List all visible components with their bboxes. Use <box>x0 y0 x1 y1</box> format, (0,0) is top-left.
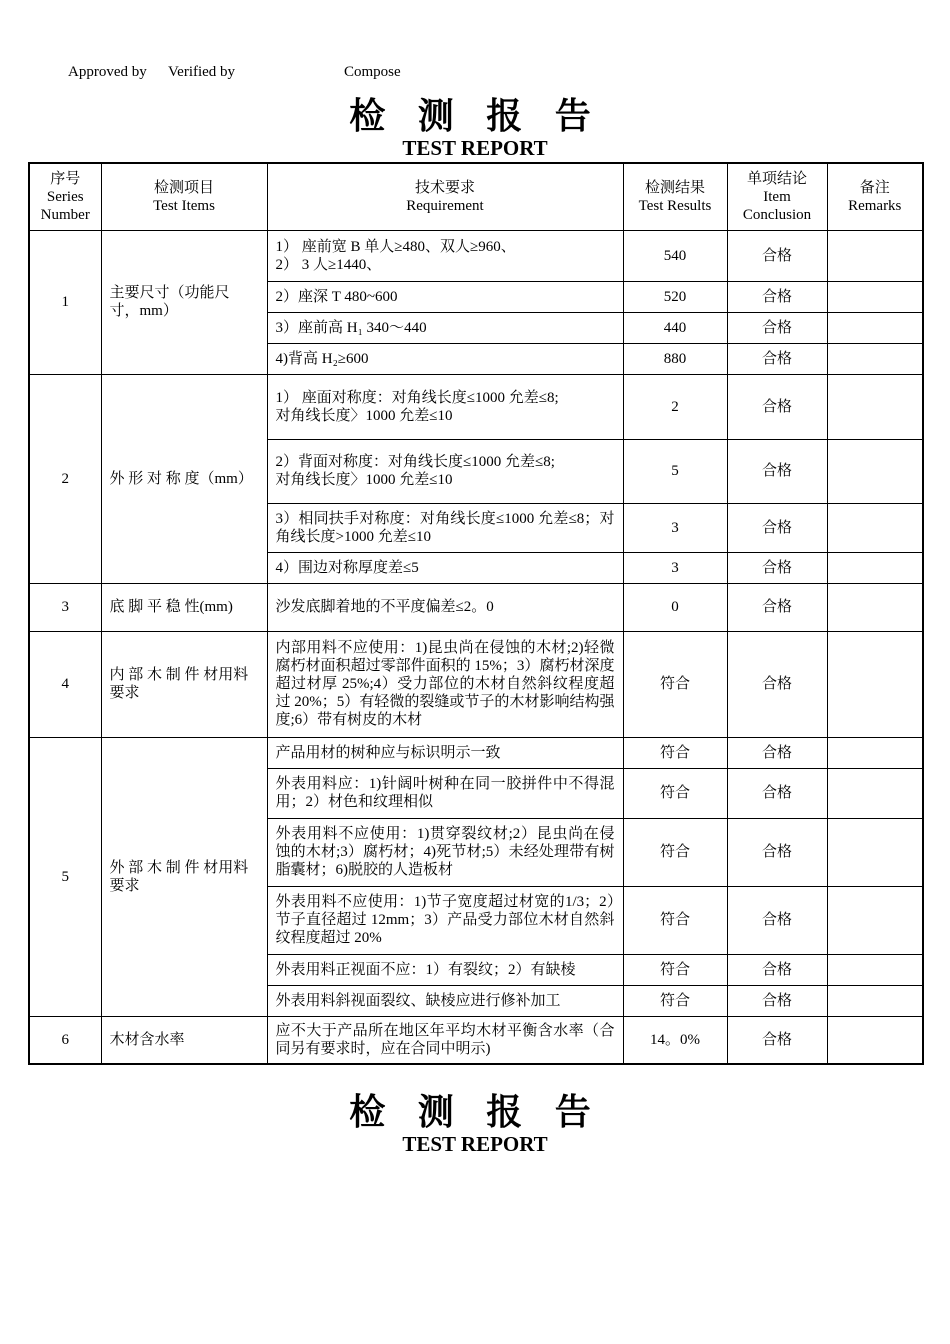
requirement-cell: 应不大于产品所在地区年平均木材平衡含水率（合同另有要求时，应在合同中明示) <box>267 1016 623 1064</box>
report-title-en: TEST REPORT <box>402 136 548 160</box>
conclusion-cell: 合格 <box>727 631 827 737</box>
conclusion-cell: 合格 <box>727 768 827 818</box>
table-row <box>29 737 923 768</box>
requirement-cell: 2）背面对称度：对角线长度≤1000 允差≤8; 对角线长度〉1000 允差≤10 <box>267 439 623 503</box>
test-result-cell: 符合 <box>623 737 727 768</box>
requirement-cell: 沙发底脚着地的不平度偏差≤2。0 <box>267 583 623 631</box>
conclusion-cell: 合格 <box>727 583 827 631</box>
requirement-cell: 外表用料不应使用：1)节子宽度超过材宽的1/3；2）节子直径超过 12mm；3）产品受力部位木材自然斜纹程度超过 20% <box>267 886 623 954</box>
test-result-cell: 符合 <box>623 886 727 954</box>
conclusion-cell: 合格 <box>727 374 827 439</box>
table-row <box>29 374 923 439</box>
header-concl-en1: Item <box>763 188 791 205</box>
remarks-cell <box>827 583 923 631</box>
test-result-cell: 符合 <box>623 818 727 886</box>
conclusion-cell: 合格 <box>727 954 827 985</box>
conclusion-cell: 合格 <box>727 1016 827 1064</box>
header-remarks-cn: 备注 <box>859 179 890 196</box>
compose-label: Compose <box>344 64 401 80</box>
test-item-cell: 木材含水率 <box>101 1016 267 1064</box>
test-item-cell: 内 部 木 制 件 材用料要求 <box>101 631 267 737</box>
conclusion-cell: 合格 <box>727 343 827 374</box>
series-number-cell: 1 <box>29 230 101 374</box>
header-concl-cn: 单项结论 <box>746 170 807 187</box>
header-items-cn: 检测项目 <box>153 179 214 196</box>
conclusion-cell: 合格 <box>727 312 827 343</box>
header-items <box>101 163 267 230</box>
test-result-cell: 2 <box>623 374 727 439</box>
conclusion-cell: 合格 <box>727 818 827 886</box>
requirement-cell: 4）围边对称厚度差≤5 <box>267 552 623 583</box>
header-series <box>29 163 101 230</box>
test-item-cell: 主要尺寸（功能尺寸，mm） <box>101 230 267 374</box>
test-item-cell: 外 部 木 制 件 材用料要求 <box>101 737 267 1016</box>
series-number-cell: 2 <box>29 374 101 583</box>
remarks-cell <box>827 1016 923 1064</box>
requirement-cell: 外表用料应：1)针阔叶树种在同一胶拼件中不得混用；2）材色和纹理相似 <box>267 768 623 818</box>
header-series-cn: 序号 <box>50 170 81 187</box>
test-result-cell: 520 <box>623 281 727 312</box>
requirement-cell: 1） 座面对称度：对角线长度≤1000 允差≤8; 对角线长度〉1000 允差≤10 <box>267 374 623 439</box>
conclusion-cell: 合格 <box>727 281 827 312</box>
header-requirement <box>267 163 623 230</box>
footer-title-en: TEST REPORT <box>402 1132 548 1156</box>
requirement-cell: 2）座深 T 480~600 <box>267 281 623 312</box>
remarks-cell <box>827 343 923 374</box>
test-result-cell: 符合 <box>623 954 727 985</box>
test-result-cell: 540 <box>623 230 727 281</box>
remarks-cell <box>827 230 923 281</box>
test-result-cell: 符合 <box>623 985 727 1016</box>
test-item-cell: 底 脚 平 稳 性(mm) <box>101 583 267 631</box>
header-req-en: Requirement <box>406 197 484 214</box>
header-results <box>623 163 727 230</box>
table-header-row <box>29 163 923 230</box>
requirement-cell: 产品用材的树种应与标识明示一致 <box>267 737 623 768</box>
table-row <box>29 583 923 631</box>
conclusion-cell: 合格 <box>727 985 827 1016</box>
requirement-cell: 3）座前高 H₁ 340～440 <box>267 312 623 343</box>
remarks-cell <box>827 768 923 818</box>
table-body <box>29 230 923 1064</box>
table-row <box>29 230 923 281</box>
remarks-cell <box>827 552 923 583</box>
requirement-cell: 3）相同扶手对称度：对角线长度≤1000 允差≤8；对角线长度>1000 允差≤10 <box>267 503 623 552</box>
table-row <box>29 1016 923 1064</box>
header-results-cn: 检测结果 <box>644 179 705 196</box>
series-number-cell: 3 <box>29 583 101 631</box>
conclusion-cell: 合格 <box>727 737 827 768</box>
remarks-cell <box>827 374 923 439</box>
conclusion-cell: 合格 <box>727 552 827 583</box>
requirement-cell: 外表用料不应使用：1)贯穿裂纹材;2）昆虫尚在侵蚀的木材;3）腐朽材；4)死节材;5）未经处理带有树脂囊材；6)脱胶的人造板材 <box>267 818 623 886</box>
requirement-cell: 外表用料斜视面裂纹、缺棱应进行修补加工 <box>267 985 623 1016</box>
remarks-cell <box>827 737 923 768</box>
remarks-cell <box>827 631 923 737</box>
test-report-table <box>28 162 924 1065</box>
test-result-cell: 5 <box>623 439 727 503</box>
remarks-cell <box>827 312 923 343</box>
header-req-cn: 技术要求 <box>414 179 475 196</box>
remarks-cell <box>827 886 923 954</box>
test-result-cell: 880 <box>623 343 727 374</box>
requirement-cell: 1） 座前宽 B 单人≥480、双人≥960、 2） 3 人≥1440、 <box>267 230 623 281</box>
test-result-cell: 14。0% <box>623 1016 727 1064</box>
test-result-cell: 0 <box>623 583 727 631</box>
test-result-cell: 符合 <box>623 631 727 737</box>
conclusion-cell: 合格 <box>727 439 827 503</box>
header-conclusion <box>727 163 827 230</box>
remarks-cell <box>827 503 923 552</box>
report-title-cn: 检 测 报 告 <box>349 95 601 137</box>
remarks-cell <box>827 954 923 985</box>
header-items-en: Test Items <box>153 197 215 214</box>
header-series-en1: Series <box>46 188 84 205</box>
conclusion-cell: 合格 <box>727 503 827 552</box>
verified-by-label: Verified by <box>168 64 236 80</box>
remarks-cell <box>827 818 923 886</box>
header-results-en: Test Results <box>638 197 712 214</box>
series-number-cell: 5 <box>29 737 101 1016</box>
remarks-cell <box>827 985 923 1016</box>
requirement-cell: 内部用料不应使用：1)昆虫尚在侵蚀的木材;2)轻微腐朽材面积超过零部件面积的 15%；3）腐朽材深度超过材厚 25%;4）受力部位的木材自然斜纹程度超过 20%；5）有轻微的裂缝或节子的木材影响结构强度;6）带有树皮的木材 <box>267 631 623 737</box>
remarks-cell <box>827 281 923 312</box>
approved-by-label: Approved by <box>68 64 147 80</box>
header-concl-en2: Conclusion <box>742 206 812 223</box>
requirement-cell: 外表用料正视面不应：1）有裂纹；2）有缺棱 <box>267 954 623 985</box>
conclusion-cell: 合格 <box>727 886 827 954</box>
series-number-cell: 4 <box>29 631 101 737</box>
test-result-cell: 3 <box>623 503 727 552</box>
series-number-cell: 6 <box>29 1016 101 1064</box>
test-result-cell: 3 <box>623 552 727 583</box>
footer-title-cn: 检 测 报 告 <box>349 1091 601 1133</box>
requirement-cell: 4)背高 H₂≥600 <box>267 343 623 374</box>
header-series-en2: Number <box>40 206 90 223</box>
header-remarks <box>827 163 923 230</box>
test-item-cell: 外 形 对 称 度（mm） <box>101 374 267 583</box>
table-row <box>29 631 923 737</box>
test-result-cell: 符合 <box>623 768 727 818</box>
remarks-cell <box>827 439 923 503</box>
conclusion-cell: 合格 <box>727 230 827 281</box>
test-result-cell: 440 <box>623 312 727 343</box>
header-remarks-en: Remarks <box>848 197 902 214</box>
